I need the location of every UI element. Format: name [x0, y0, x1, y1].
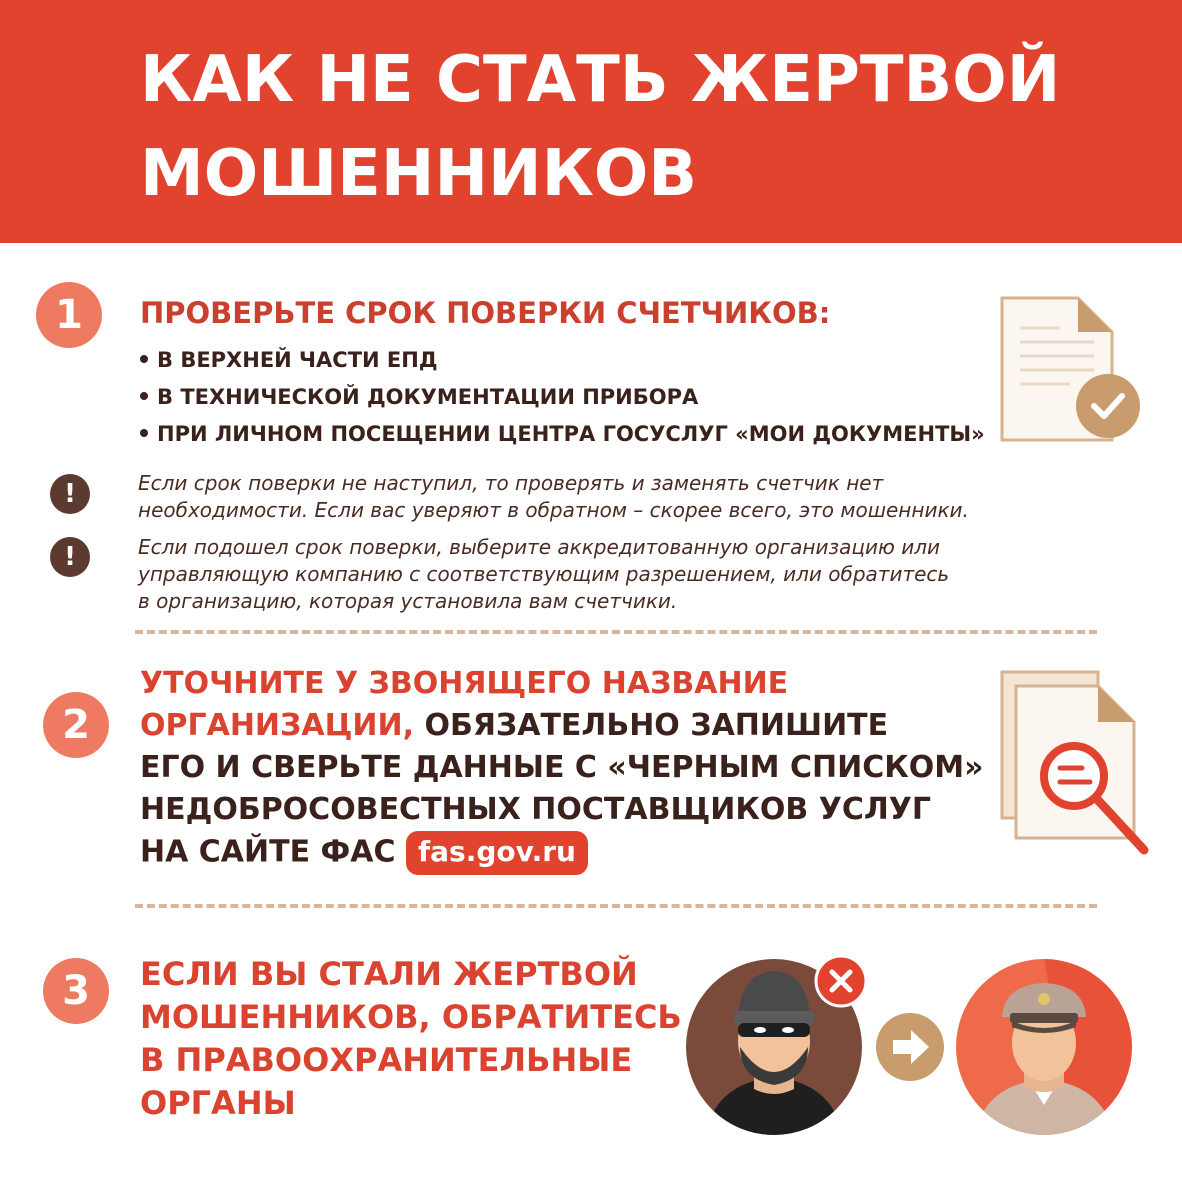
divider [135, 904, 1097, 908]
section3-text: ЕСЛИ ВЫ СТАЛИ ЖЕРТВОЙ МОШЕННИКОВ, ОБРАТИТЕСЬ В ПРАВООХРАНИТЕЛЬНЫЕ ОРГАНЫ [140, 955, 682, 1122]
section2-text: УТОЧНИТЕ У ЗВОНЯЩЕГО НАЗВАНИЕ ОРГАНИЗАЦИИ, ОБЯЗАТЕЛЬНО ЗАПИШИТЕ ЕГО И СВЕРЬТЕ ДАННЫЕ С «ЧЕРНЫМ СПИСКОМ» НЕДОБРОСОВЕСТНЫХ ПОСТАВЩИКОВ УСЛУГ НА САЙТЕ ФАС fas.gov.ru [140, 663, 983, 875]
step-number-1: 1 [36, 282, 102, 348]
page-title-line1: КАК НЕ СТАТЬ ЖЕРТВОЙ [140, 43, 1061, 117]
header-banner [0, 0, 1182, 243]
step-number-3: 3 [43, 958, 109, 1024]
fas-link[interactable]: fas.gov.ru [406, 831, 588, 875]
step-number-2: 2 [43, 692, 109, 758]
page-title-line2: МОШЕННИКОВ [140, 137, 698, 211]
list-item: В ТЕХНИЧЕСКОЙ ДОКУМЕНТАЦИИ ПРИБОРА [140, 382, 985, 419]
list-item: ПРИ ЛИЧНОМ ПОСЕЩЕНИИ ЦЕНТРА ГОСУСЛУГ «МОИ ДОКУМЕНТЫ» [140, 419, 985, 456]
warning-icon: ! [50, 537, 90, 577]
bullet-dot [140, 429, 148, 437]
document-search-icon [998, 668, 1152, 858]
note-1: Если срок поверки не наступил, то проверять и заменять счетчик нет необходимости. Если вас уверяют в обратном – скорее всего, это мошенники. [138, 471, 969, 522]
section1-bullet-list [140, 345, 985, 456]
divider [135, 630, 1097, 634]
list-item: В ВЕРХНЕЙ ЧАСТИ ЕПД [140, 345, 985, 382]
document-check-icon [998, 294, 1148, 444]
arrow-right-icon [875, 1012, 945, 1082]
bullet-dot [140, 355, 148, 363]
police-officer-icon [952, 955, 1136, 1139]
bullet-dot [140, 392, 148, 400]
note-2: Если подошел срок поверки, выберите аккредитованную организацию или управляющую компанию с соответствующим разрешением, или обратитесь в организацию, которая установила вам счетчики. [138, 535, 950, 613]
section1-title: ПРОВЕРЬТЕ СРОК ПОВЕРКИ СЧЕТЧИКОВ: [140, 296, 831, 330]
warning-icon: ! [50, 474, 90, 514]
close-icon [814, 954, 868, 1008]
